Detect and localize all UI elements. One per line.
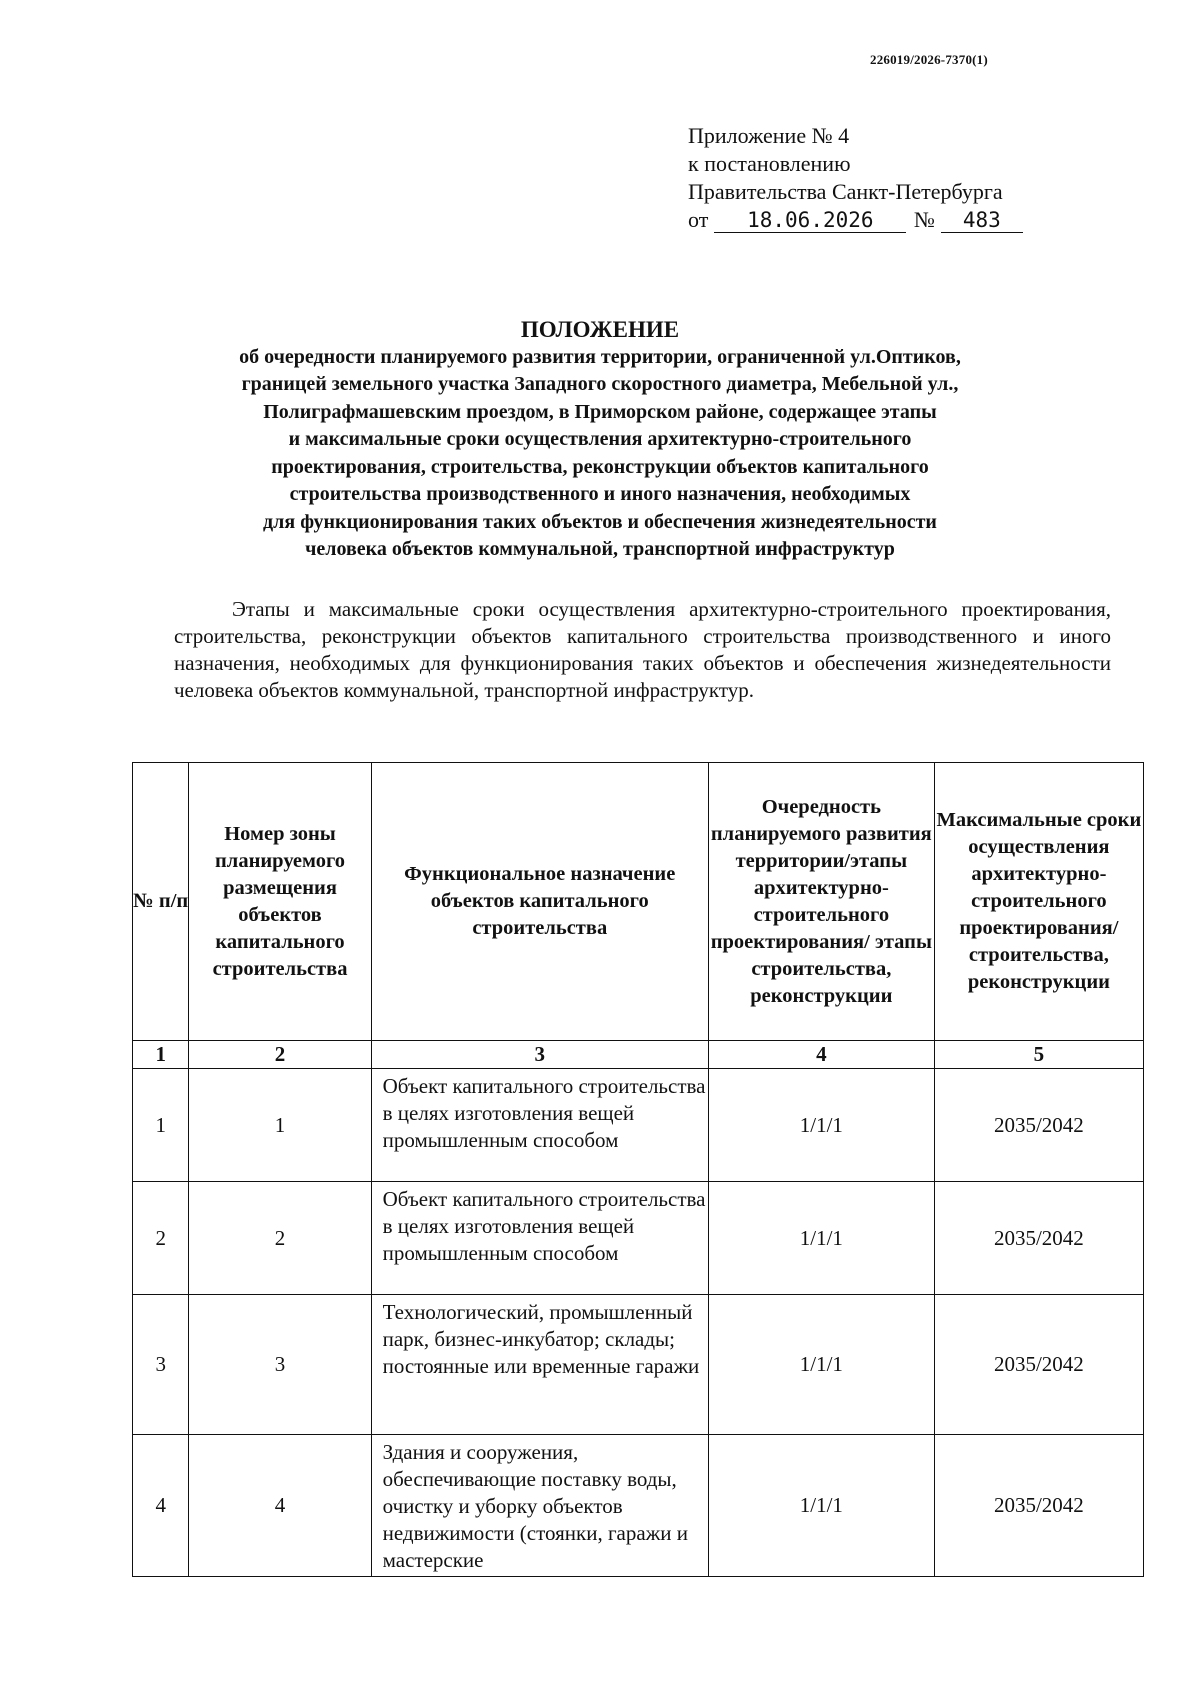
row-terms: 2035/2042 xyxy=(934,1295,1143,1435)
from-label: от xyxy=(688,207,709,232)
heading-line: Полиграфмашевским проездом, в Приморском районе, содержащее этапы xyxy=(263,400,937,423)
table-row xyxy=(133,1295,1144,1435)
table-row xyxy=(133,1069,1144,1182)
resolution-date-line xyxy=(688,206,1088,234)
column-number: 2 xyxy=(189,1041,371,1069)
row-number: 1 xyxy=(133,1069,189,1182)
heading-line: строительства производственного и иного назначения, необходимых xyxy=(289,483,911,505)
row-zone: 2 xyxy=(189,1182,371,1295)
column-number: 1 xyxy=(133,1041,189,1069)
table-header-row xyxy=(133,763,1144,1041)
document-title: ПОЛОЖЕНИЕ xyxy=(520,317,680,342)
table-row xyxy=(133,1182,1144,1295)
heading-line: для функционирования таких объектов и обеспечения жизнедеятельности xyxy=(263,510,937,533)
document-id: 226019/2026-7370(1) xyxy=(870,52,988,67)
stages-table xyxy=(132,762,1144,1577)
row-terms: 2035/2042 xyxy=(934,1435,1143,1577)
header-cell-order: Очередность планируемого развития территории/этапы архитектурно-строительного проектирования/ этапы строительства, реконструкции xyxy=(708,763,934,1041)
row-zone: 3 xyxy=(189,1295,371,1435)
intro-paragraph xyxy=(174,596,1111,704)
resolution-number: 483 xyxy=(941,208,1023,233)
row-function: Объект капитального строительства в целях изготовления вещей промышленным способом xyxy=(371,1182,708,1295)
row-terms: 2035/2042 xyxy=(934,1182,1143,1295)
column-number-row xyxy=(133,1041,1144,1069)
row-order: 1/1/1 xyxy=(708,1295,934,1435)
column-number: 4 xyxy=(708,1041,934,1069)
appendix-block xyxy=(688,122,1088,234)
heading-line: и максимальные сроки осуществления архитектурно-строительного xyxy=(288,428,912,450)
appendix-line-2: к постановлению xyxy=(688,151,851,176)
appendix-line-3: Правительства Санкт-Петербурга xyxy=(688,179,1003,204)
document-heading xyxy=(170,316,1030,564)
appendix-line-1: Приложение № 4 xyxy=(688,123,850,148)
heading-line: проектирования, строительства, реконструкции объектов капитального xyxy=(271,455,929,478)
table-row xyxy=(133,1435,1144,1577)
number-label: № xyxy=(913,207,935,232)
header-cell-number: № п/п xyxy=(133,763,189,1041)
row-function: Технологический, промышленный парк, бизнес-инкубатор; склады; постоянные или временные гаражи xyxy=(371,1295,708,1435)
row-order: 1/1/1 xyxy=(708,1182,934,1295)
header-cell-zone: Номер зоны планируемого размещения объектов капитального строительства xyxy=(189,763,371,1041)
header-cell-terms: Максимальные сроки осуществления архитектурно-строительного проектирования/ строительства, реконструкции xyxy=(934,763,1143,1041)
column-number: 5 xyxy=(934,1041,1143,1069)
column-number: 3 xyxy=(371,1041,708,1069)
row-terms: 2035/2042 xyxy=(934,1069,1143,1182)
row-number: 4 xyxy=(133,1435,189,1577)
header-cell-function: Функциональное назначение объектов капитального строительства xyxy=(371,763,708,1041)
intro-text: Этапы и максимальные сроки осуществления архитектурно-строительного проектирования, строительства, реконструкции объектов капитального строительства производственного и иного назначения, необходимых для функционирования таких объектов и обеспечения жизнедеятельности человека объектов коммунальной, транспортной инфраструктур. xyxy=(174,597,1111,702)
row-number: 2 xyxy=(133,1182,189,1295)
resolution-date: 18.06.2026 xyxy=(714,208,906,233)
row-zone: 1 xyxy=(189,1069,371,1182)
row-order: 1/1/1 xyxy=(708,1435,934,1577)
row-order: 1/1/1 xyxy=(708,1069,934,1182)
heading-line: границей земельного участка Западного скоростного диаметра, Мебельной ул., xyxy=(241,373,959,395)
row-function: Здания и сооружения, обеспечивающие поставку воды, очистку и уборку объектов недвижимости (стоянки, гаражи и мастерские xyxy=(371,1435,708,1577)
row-function: Объект капитального строительства в целях изготовления вещей промышленным способом xyxy=(371,1069,708,1182)
heading-line: об очередности планируемого развития территории, ограниченной ул.Оптиков, xyxy=(239,345,961,368)
row-number: 3 xyxy=(133,1295,189,1435)
heading-line: человека объектов коммунальной, транспортной инфраструктур xyxy=(305,538,895,560)
row-zone: 4 xyxy=(189,1435,371,1577)
